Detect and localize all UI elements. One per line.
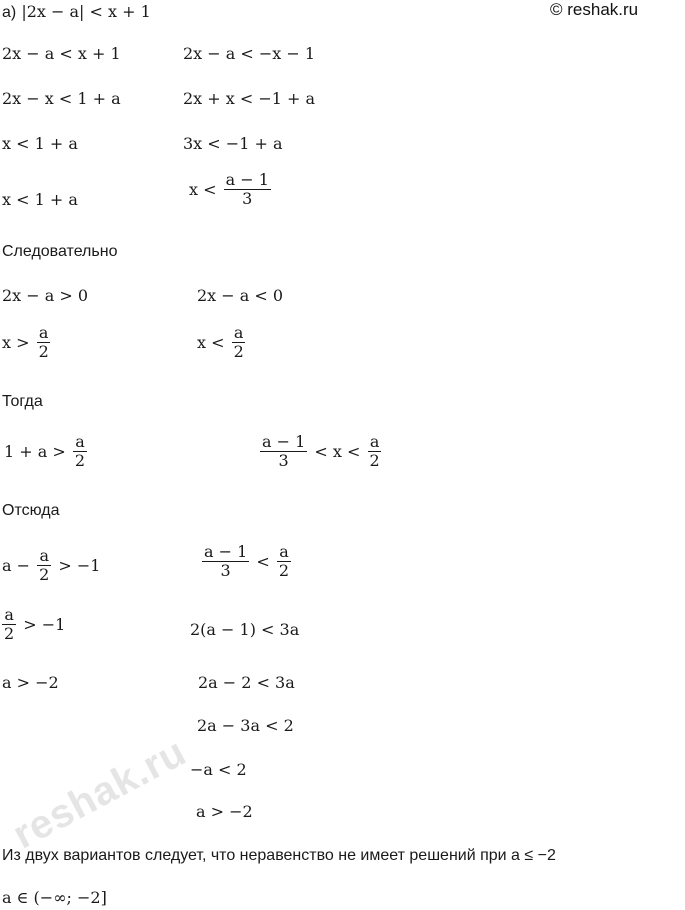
- then-right-fraction2: [368, 433, 382, 470]
- fraction-numerator: a − 1: [204, 542, 248, 561]
- cond-right2: [197, 324, 248, 361]
- cond-right2-lhs: x <: [197, 333, 225, 352]
- problem-label: а): [2, 4, 17, 21]
- hence-left2: [0, 606, 65, 643]
- hence-right1-mid: <: [256, 552, 270, 571]
- fraction-denominator: 2: [39, 565, 50, 584]
- fraction-denominator: 3: [242, 189, 253, 208]
- sys2-line4: [189, 171, 273, 208]
- sys1-line1: 2x − a < x + 1: [2, 44, 121, 63]
- hence-right4: 2a − 3a < 2: [197, 716, 294, 735]
- fraction-denominator: 3: [278, 451, 289, 470]
- fraction-denominator: 2: [369, 451, 380, 470]
- fraction-numerator: a: [369, 432, 380, 451]
- fraction-numerator: a: [233, 323, 244, 342]
- hence-left1-a: a −: [2, 556, 31, 575]
- fraction-denominator: 3: [220, 561, 231, 580]
- fraction-denominator: 2: [278, 561, 290, 580]
- conclusion-text: Из двух вариантов следует, что неравенство не имеет решений при a ≤ −2: [2, 847, 556, 864]
- hence-left1-fraction: [37, 547, 51, 584]
- word-otsyuda: Отсюда: [2, 502, 60, 519]
- sys1-line3: x < 1 + a: [2, 134, 78, 153]
- fraction-numerator: a − 1: [225, 170, 269, 189]
- fraction-denominator: 2: [74, 451, 86, 470]
- word-sledovatelno: Следовательно: [2, 243, 118, 260]
- sys2-line4-fraction: [224, 171, 271, 208]
- hence-right3: 2a − 2 < 3a: [198, 673, 295, 692]
- cond-right1: 2x − a < 0: [197, 286, 284, 305]
- watermark-copyright: © reshak.ru: [550, 0, 639, 19]
- then-left: [4, 433, 89, 470]
- answer-text: a ∈ (−∞; −2]: [2, 888, 107, 907]
- fraction-denominator: 2: [38, 342, 49, 361]
- cond-right2-fraction: [232, 324, 246, 361]
- then-left-fraction: [73, 433, 87, 470]
- sys2-line4-lhs: x <: [189, 180, 217, 199]
- hence-left3: a > −2: [2, 673, 59, 692]
- sys2-line3: 3x < −1 + a: [183, 134, 283, 153]
- problem-inequality: |2x − a| < x + 1: [21, 2, 151, 21]
- sys2-line1: 2x − a < −x − 1: [183, 44, 316, 63]
- hence-left2-rhs: > −1: [23, 615, 66, 634]
- cond-left2-fraction: [37, 324, 51, 361]
- fraction-numerator: a: [39, 546, 49, 565]
- hence-left1: [2, 547, 100, 584]
- sys1-line2: 2x − x < 1 + a: [2, 89, 121, 108]
- hence-right1-fraction1: [202, 543, 249, 580]
- hence-right5: −a < 2: [190, 760, 247, 779]
- word-togda: Тогда: [2, 393, 43, 410]
- fraction-numerator: a: [75, 432, 85, 451]
- hence-right2: 2(a − 1) < 3a: [190, 620, 300, 639]
- problem-header: [2, 2, 151, 23]
- cond-left2: [2, 324, 53, 361]
- cond-left2-lhs: x >: [2, 333, 30, 352]
- hence-right1-fraction2: [277, 543, 291, 580]
- then-left-lhs: 1 + a >: [4, 442, 66, 461]
- hence-left1-rhs: > −1: [58, 556, 101, 575]
- hence-left2-fraction: [2, 606, 16, 643]
- then-right: [258, 433, 384, 470]
- then-right-mid: < x <: [314, 442, 361, 461]
- fraction-denominator: 2: [233, 342, 244, 361]
- fraction-numerator: a: [38, 323, 49, 342]
- sys2-line2: 2x + x < −1 + a: [183, 89, 316, 108]
- fraction-denominator: 2: [4, 624, 15, 643]
- cond-left1: 2x − a > 0: [2, 286, 89, 305]
- fraction-numerator: a: [279, 542, 289, 561]
- fraction-numerator: a: [4, 605, 14, 624]
- then-right-fraction1: [260, 433, 307, 470]
- fraction-numerator: a − 1: [262, 432, 306, 451]
- hence-right6: a > −2: [196, 802, 253, 821]
- watermark-diagonal: reshak.ru: [5, 729, 194, 858]
- hence-right1: [200, 543, 293, 580]
- sys1-line4: x < 1 + a: [2, 190, 78, 209]
